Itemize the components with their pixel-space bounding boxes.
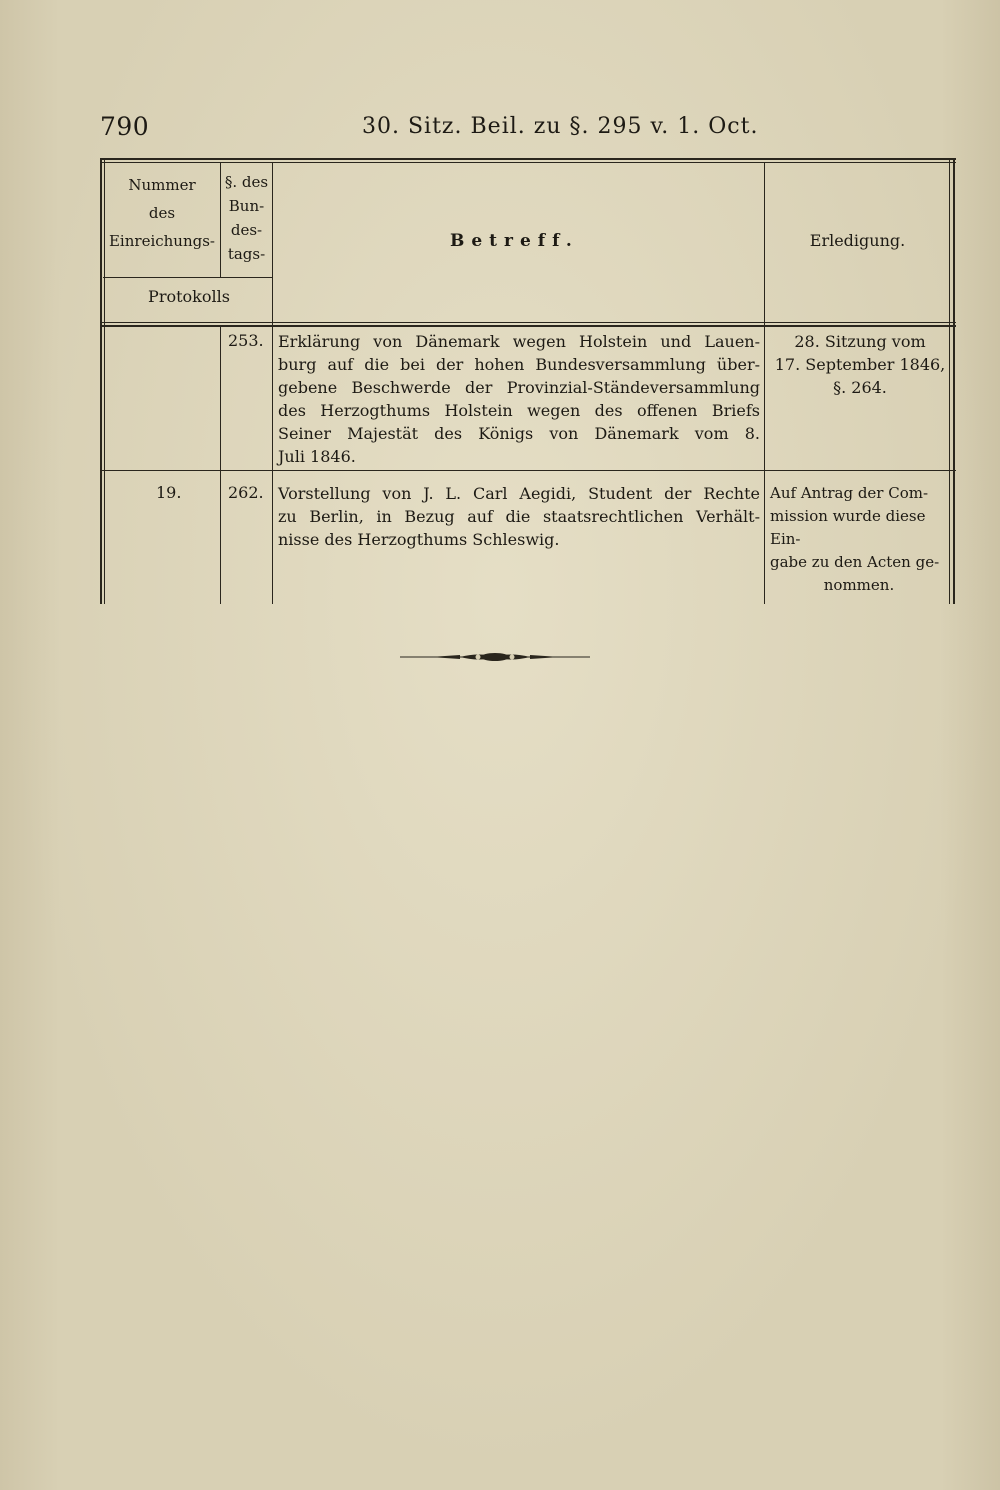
header-line-einreichungs: Einreichungs- <box>108 232 215 250</box>
row2-erledigung-line: Auf Antrag der Com- <box>770 484 929 502</box>
header-protokolls: Protokolls <box>148 287 230 306</box>
row1-betreff-line: gebene Beschwerde der Provinzial-Ständeversammlung <box>278 378 760 397</box>
row1-erledigung-line: 17. September 1846, <box>774 355 946 374</box>
row1-betreff-line: Juli 1846. <box>278 447 356 466</box>
row2-betreff-line: Vorstellung von J. L. Carl Aegidi, Student der Rechte <box>278 484 760 503</box>
row1-betreff <box>278 330 760 468</box>
row2-protokoll-number: 262. <box>228 483 264 502</box>
header-einreichungs <box>106 174 218 252</box>
table-left-rule <box>100 158 102 604</box>
row2-erledigung-line: nommen. <box>823 576 895 594</box>
table-top-rule <box>100 158 956 160</box>
header-line-nummer: Nummer <box>128 176 196 194</box>
row2-betreff-line: zu Berlin, in Bezug auf die staatsrechtlichen Verhält- <box>278 507 760 526</box>
col3-divider <box>764 162 765 604</box>
row2-betreff <box>278 482 760 551</box>
row2-erledigung-line: gabe zu den Acten ge- <box>770 553 940 571</box>
row1-protokoll-number: 253. <box>228 331 264 350</box>
table-right-rule <box>953 158 955 604</box>
running-head: 30. Sitz. Beil. zu §. 295 v. 1. Oct. <box>362 114 759 139</box>
header-bundestags <box>221 170 272 266</box>
table-top-rule-thin <box>100 162 956 163</box>
header-line-des-2: §. des <box>224 173 269 191</box>
col2-divider <box>272 162 273 604</box>
row2-betreff-line: nisse des Herzogthums Schleswig. <box>278 530 560 549</box>
header-line-des-3: des- <box>230 221 263 239</box>
row2-einreichungs-number: 19. <box>156 483 182 502</box>
col1-divider <box>220 326 221 604</box>
row1-betreff-line: Erklärung von Dänemark wegen Holstein und Lauen- <box>278 332 760 351</box>
header-betreff: Betreff. <box>450 231 579 251</box>
row1-erledigung <box>770 330 950 399</box>
row1-betreff-line: des Herzogthums Holstein wegen des offenen Briefs <box>278 401 760 420</box>
header-line-tags: tags- <box>227 245 266 263</box>
row2-erledigung <box>770 482 948 597</box>
row2-erledigung-line: mission wurde diese Ein- <box>770 507 926 548</box>
row1-erledigung-line: 28. Sitzung vom <box>794 332 926 351</box>
row1-betreff-line: Seiner Majestät des Königs von Dänemark vom 8. <box>278 424 760 443</box>
header-line-bun: Bun- <box>228 197 265 215</box>
row1-betreff-line: burg auf die bei der hohen Bundesversammlung über- <box>278 355 760 374</box>
page-header <box>100 112 960 146</box>
row1-erledigung-line: §. 264. <box>833 378 887 397</box>
row-separator <box>100 470 956 471</box>
protokolls-divider <box>103 277 273 278</box>
header-rule <box>100 325 956 327</box>
register-table <box>100 158 956 604</box>
page-number: 790 <box>100 112 150 141</box>
table-left-rule-thin <box>104 158 105 604</box>
header-rule-thin <box>100 322 956 323</box>
header-line-des: des <box>148 204 176 222</box>
ornament-divider <box>400 650 590 664</box>
header-erledigung: Erledigung. <box>809 231 906 250</box>
